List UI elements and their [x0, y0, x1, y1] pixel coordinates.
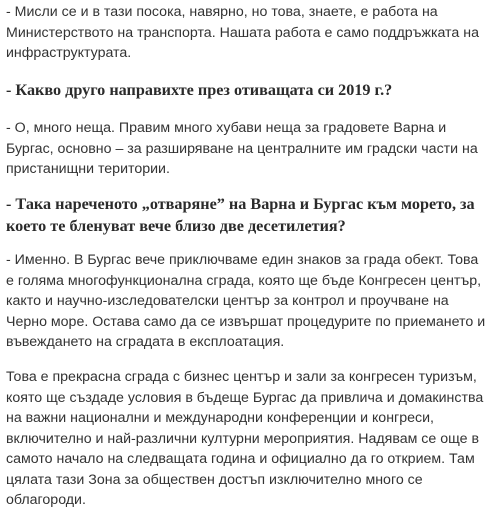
interview-question: - Какво друго направихте през отиващата си 2019 г.? — [6, 81, 393, 99]
interview-question: - Така нареченото „отваряне” на Варна и Бургас към морето, за което те бленуват вече близо две десетилетия? — [6, 195, 475, 235]
answer-paragraph: - О, много неща. Правим много хубави неща за градовете Варна и Бургас, основно – за разширяване на централните им градски части на пристанищни територии. — [6, 120, 478, 177]
answer-paragraph: Това е прекрасна сграда с бизнес център и зали за конгресен туризъм, която ще създаде условия в бъдеще Бургас да привлича и домакинства на важни национални и международни конференции и конгреси, включително и най-различни културни мероприятия. Надявам се още в самото начало на следващата година и официално да го открием. Там цялата тази Зона за обществен достъп изключително много се облагороди. — [6, 369, 484, 508]
answer-paragraph: - Именно. В Бургас вече приключваме един знаков за града обект. Това е голяма многофункционална сграда, която ще бъде Конгресен център, както и научно-изследователски център за контрол и проучване на Черно море. Остава само да се извършат процедурите по приемането и въвеждането на сградата в експлоатация. — [6, 252, 486, 350]
answer-paragraph: - Мисли се и в тази посока, навярно, но това, знаете, е работа на Министерството на транспорта. Нашата работа е само поддръжката на инфраструктурата. — [6, 4, 479, 61]
